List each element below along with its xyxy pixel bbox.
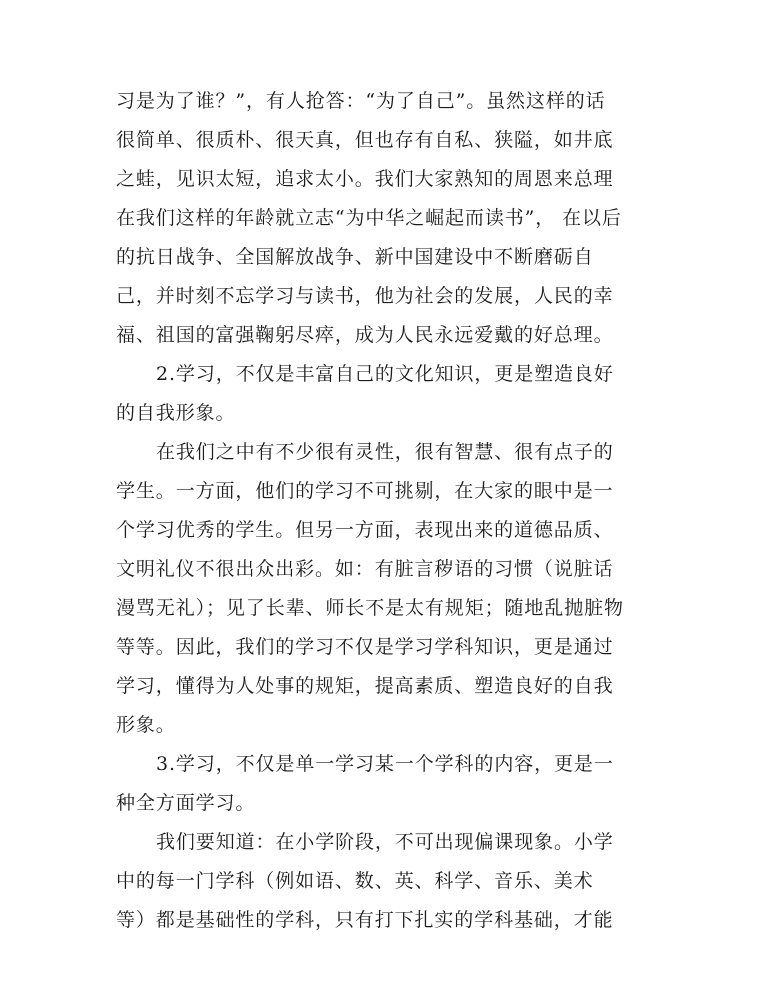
text-line: 等等。因此，我们的学习不仅是学习学科知识，更是通过 — [116, 636, 614, 658]
text-line: 在我们之中有不少很有灵性，很有智慧、很有点子的 — [156, 441, 614, 463]
text-line: 己，并时刻不忘学习与读书，他为社会的发展，人民的幸 — [116, 285, 614, 307]
text-line: 种全方面学习。 — [116, 792, 256, 814]
text-line: 文明礼仪不很出众出彩。如：有脏言秽语的习惯（说脏话 — [116, 558, 614, 580]
text-line: 福、祖国的富强鞠躬尽瘁，成为人民永远爱戴的好总理。 — [116, 324, 614, 346]
text-line: 习是为了谁？”，有人抢答：“为了自己”。虽然这样的话 — [116, 90, 606, 112]
text-line: 在我们这样的年龄就立志“为中华之崛起而读书”， 在以后 — [116, 207, 622, 229]
text-line: 之蛙，见识太短，追求太小。我们大家熟知的周恩来总理 — [116, 168, 614, 190]
text-line: 我们要知道：在小学阶段，不可出现偏课现象。小学 — [156, 831, 614, 853]
text-line: 3.学习，不仅是单一学习某一个学科的内容，更是一 — [156, 753, 614, 775]
text-line: 学生。一方面，他们的学习不可挑剔，在大家的眼中是一 — [116, 480, 614, 502]
text-line: 很简单、很质朴、很天真，但也存有自私、狭隘，如井底 — [116, 129, 614, 151]
text-line: 形象。 — [116, 714, 176, 736]
text-line: 的自我形象。 — [116, 402, 236, 424]
text-line: 2.学习，不仅是丰富自己的文化知识，更是塑造良好 — [156, 363, 614, 385]
body-text — [116, 82, 676, 940]
text-line: 等）都是基础性的学科，只有打下扎实的学科基础，才能 — [116, 909, 614, 931]
text-line: 学习，懂得为人处事的规矩，提高素质、塑造良好的自我 — [116, 675, 614, 697]
text-line: 的抗日战争、全国解放战争、新中国建设中不断磨砺自 — [116, 246, 594, 268]
text-line: 个学习优秀的学生。但另一方面，表现出来的道德品质、 — [116, 519, 614, 541]
text-line: 漫骂无礼）；见了长辈、师长不是太有规矩；随地乱抛脏物 — [116, 597, 624, 619]
text-line: 中的每一门学科（例如语、数、英、科学、音乐、美术 — [116, 870, 594, 892]
